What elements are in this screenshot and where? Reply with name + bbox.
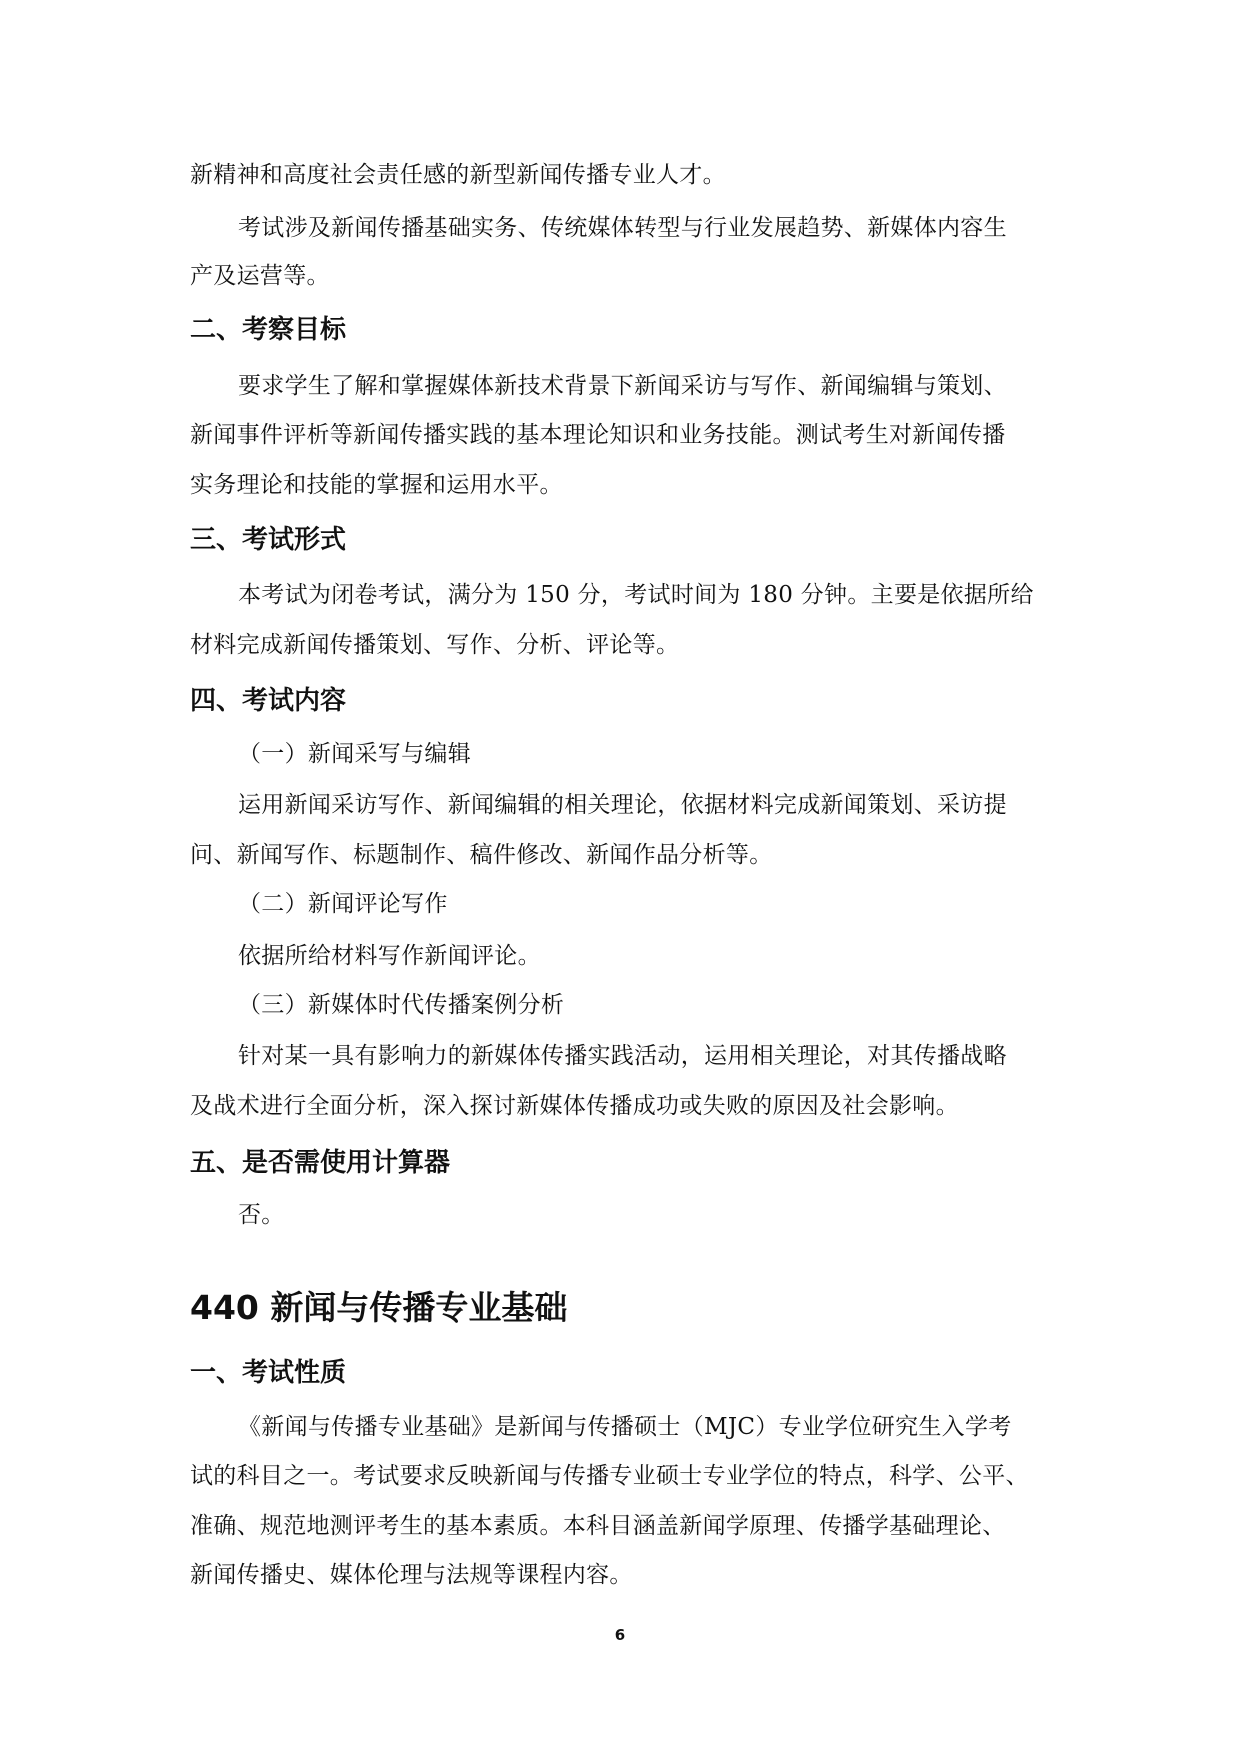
paragraph-line: 及战术进行全面分析，深入探讨新媒体传播成功或失败的原因及社会影响。 xyxy=(190,1093,959,1119)
paragraph-line: 新闻传播史、媒体伦理与法规等课程内容。 xyxy=(190,1562,633,1588)
paragraph-line: 新闻事件评析等新闻传播实践的基本理论知识和业务技能。测试考生对新闻传播 xyxy=(190,422,1006,448)
page-number: 6 xyxy=(614,1626,626,1644)
paragraph-line: 材料完成新闻传播策划、写作、分析、评论等。 xyxy=(190,632,680,658)
paragraph-line: 针对某一具有影响力的新媒体传播实践活动，运用相关理论，对其传播战略 xyxy=(238,1043,1007,1069)
section-heading: 四、考试内容 xyxy=(190,686,347,716)
paragraph-line: 否。 xyxy=(238,1202,285,1228)
paragraph-line: 实务理论和技能的掌握和运用水平。 xyxy=(190,472,563,498)
subsection-heading: （三）新媒体时代传播案例分析 xyxy=(238,992,565,1018)
subsection-heading: （一）新闻采写与编辑 xyxy=(238,741,471,767)
paragraph-line: 考试涉及新闻传播基础实务、传统媒体转型与行业发展趋势、新媒体内容生 xyxy=(238,215,1007,241)
subsection-heading: （二）新闻评论写作 xyxy=(238,891,448,917)
paragraph-line: 新精神和高度社会责任感的新型新闻传播专业人才。 xyxy=(190,162,726,188)
section-heading: 二、考察目标 xyxy=(190,315,347,345)
paragraph-line: 试的科目之一。考试要求反映新闻与传播专业硕士专业学位的特点，科学、公平、 xyxy=(190,1463,1029,1489)
paragraph-line: 要求学生了解和掌握媒体新技术背景下新闻采访与写作、新闻编辑与策划、 xyxy=(238,373,1007,399)
paragraph-line: 产及运营等。 xyxy=(190,263,330,289)
section-heading: 五、是否需使用计算器 xyxy=(190,1148,451,1178)
paragraph-line: 准确、规范地测评考生的基本素质。本科目涵盖新闻学原理、传播学基础理论、 xyxy=(190,1513,1006,1539)
section-heading: 一、考试性质 xyxy=(190,1358,347,1388)
paragraph-line: 本考试为闭卷考试，满分为 150 分，考试时间为 180 分钟。主要是依据所给 xyxy=(238,582,1034,608)
section-heading: 三、考试形式 xyxy=(190,525,347,555)
paragraph-line: 依据所给材料写作新闻评论。 xyxy=(238,943,541,969)
paragraph-line: 《新闻与传播专业基础》是新闻与传播硕士（MJC）专业学位研究生入学考 xyxy=(238,1414,1012,1440)
document-title: 440 新闻与传播专业基础 xyxy=(190,1288,568,1327)
paragraph-line: 运用新闻采访写作、新闻编辑的相关理论，依据材料完成新闻策划、采访提 xyxy=(238,792,1007,818)
paragraph-line: 问、新闻写作、标题制作、稿件修改、新闻作品分析等。 xyxy=(190,842,773,868)
